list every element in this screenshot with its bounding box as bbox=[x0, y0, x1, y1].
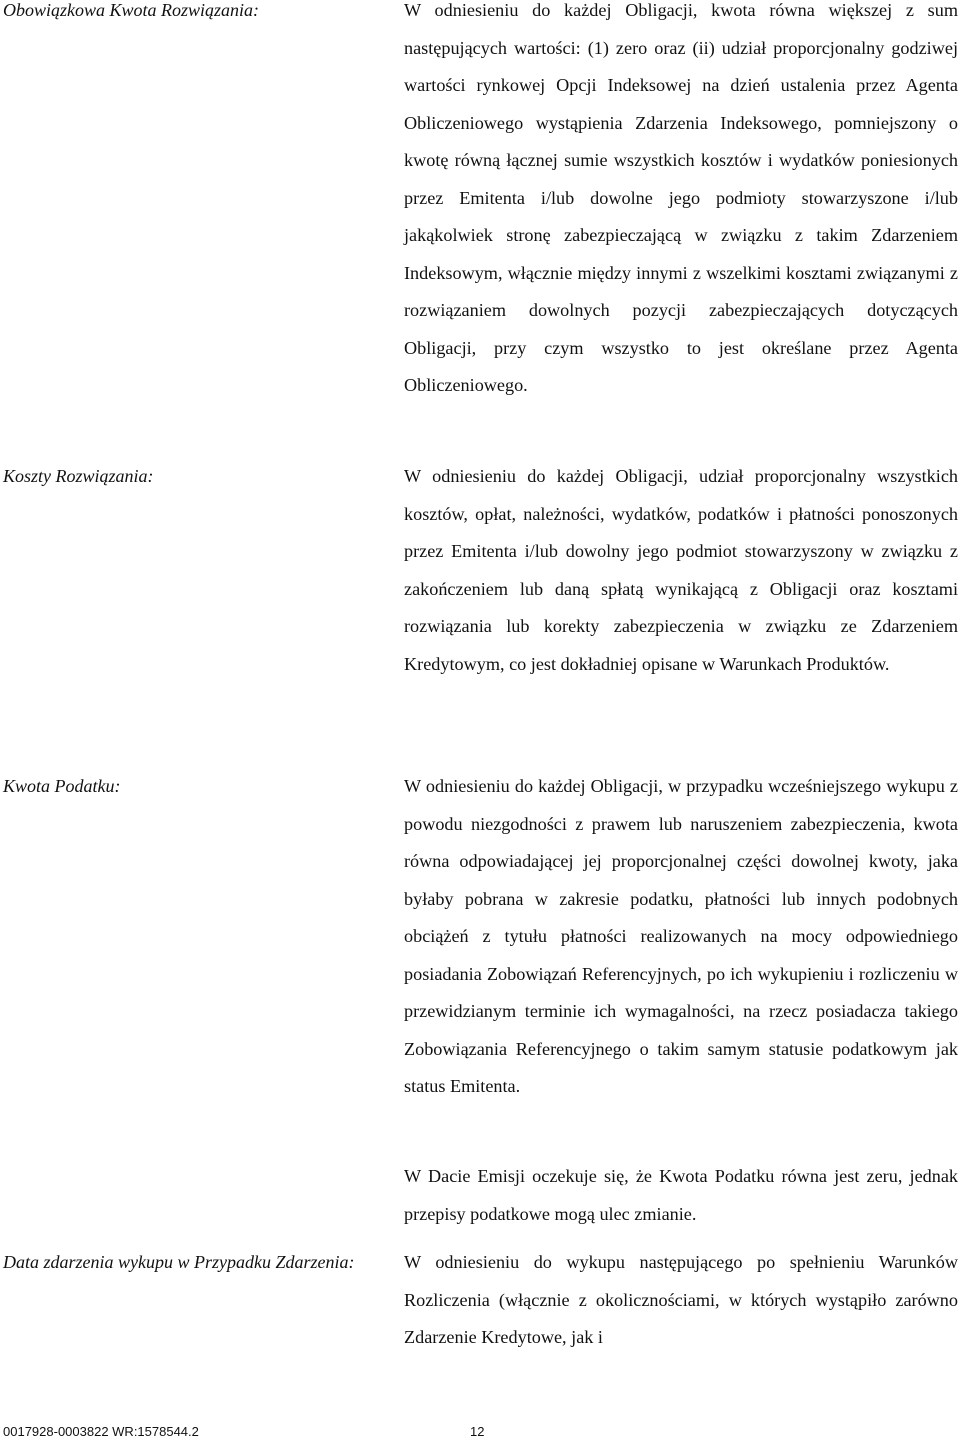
document-reference: 0017928-0003822 WR:1578544.2 bbox=[3, 1424, 199, 1439]
definition-kwota-podatku: W odniesieniu do każdej Obligacji, w przypadku wcześniejszego wykupu z powodu niezgodności z prawem lub naruszeniem zabezpieczenia, kwota równa odpowiadającej jej proporcjonalnej części dowolnej kwoty, jaka byłaby pobrana w zakresie podatku, płatności lub innych podobnych obciążeń z tytułu płatności realizowanych na mocy odpowiedniego posiadania Zobowiązań Referencyjnych, po ich wykupieniu i rozliczeniu w przewidzianym terminie ich wymagalności, na rzecz posiadacza takiego Zobowiązania Referencyjnego o takim samym statusie podatkowym jak status Emitenta. bbox=[404, 776, 958, 1096]
definition-obowiazkowa-kwota-rozwiazania: W odniesieniu do każdej Obligacji, kwota równa większej z sum następujących wartości: (1) zero oraz (ii) udział proporcjonalny godziwej wartości rynkowej Opcji Indeksowej na dzień ustalenia przez Agenta Obliczeniowego wystąpienia Zdarzenia Indeksowego, pomniejszony o kwotę równą łącznej sumie wszystkich kosztów i wydatków poniesionych przez Emitenta i/lub dowolne jego podmioty stowarzyszone i/lub jakąkolwiek stronę zabezpieczającą w związku z takim Zdarzeniem Indeksowym, włącznie między innymi z wszelkimi kosztami związanymi z rozwiązaniem dowolnych pozycji zabezpieczających dotyczących Obligacji, przy czym wszystko to jest określane przez Agenta Obliczeniowego. bbox=[404, 0, 958, 395]
term-koszty-rozwiazania: Koszty Rozwiązania: bbox=[3, 466, 154, 486]
definition-data-zdarzenia-wykupu: W odniesieniu do wykupu następującego po spełnieniu Warunków Rozliczenia (włącznie z okolicznościami, w których wystąpiło zarówno Zdarzenie Kredytowe, jak i bbox=[404, 1252, 958, 1347]
term-kwota-podatku: Kwota Podatku: bbox=[3, 776, 121, 796]
page-number: 12 bbox=[470, 1424, 485, 1439]
definition-koszty-rozwiazania: W odniesieniu do każdej Obligacji, udział proporcjonalny wszystkich kosztów, opłat, należności, wydatków, podatków i płatności ponoszonych przez Emitenta i/lub dowolny jego podmiot stowarzyszony w związku z zakończeniem lub daną spłatą wynikającą z Obligacji oraz kosztami rozwiązania lub korekty zabezpieczenia w związku ze Zdarzeniem Kredytowym, co jest dokładniej opisane w Warunkach Produktów. bbox=[404, 466, 958, 674]
note-kwota-podatku: W Dacie Emisji oczekuje się, że Kwota Podatku równa jest zeru, jednak przepisy podatkowe mogą ulec zmianie. bbox=[404, 1166, 958, 1224]
term-data-zdarzenia-wykupu: Data zdarzenia wykupu w Przypadku Zdarzenia: bbox=[3, 1252, 355, 1272]
term-obowiazkowa-kwota-rozwiazania: Obowiązkowa Kwota Rozwiązania: bbox=[3, 0, 260, 20]
